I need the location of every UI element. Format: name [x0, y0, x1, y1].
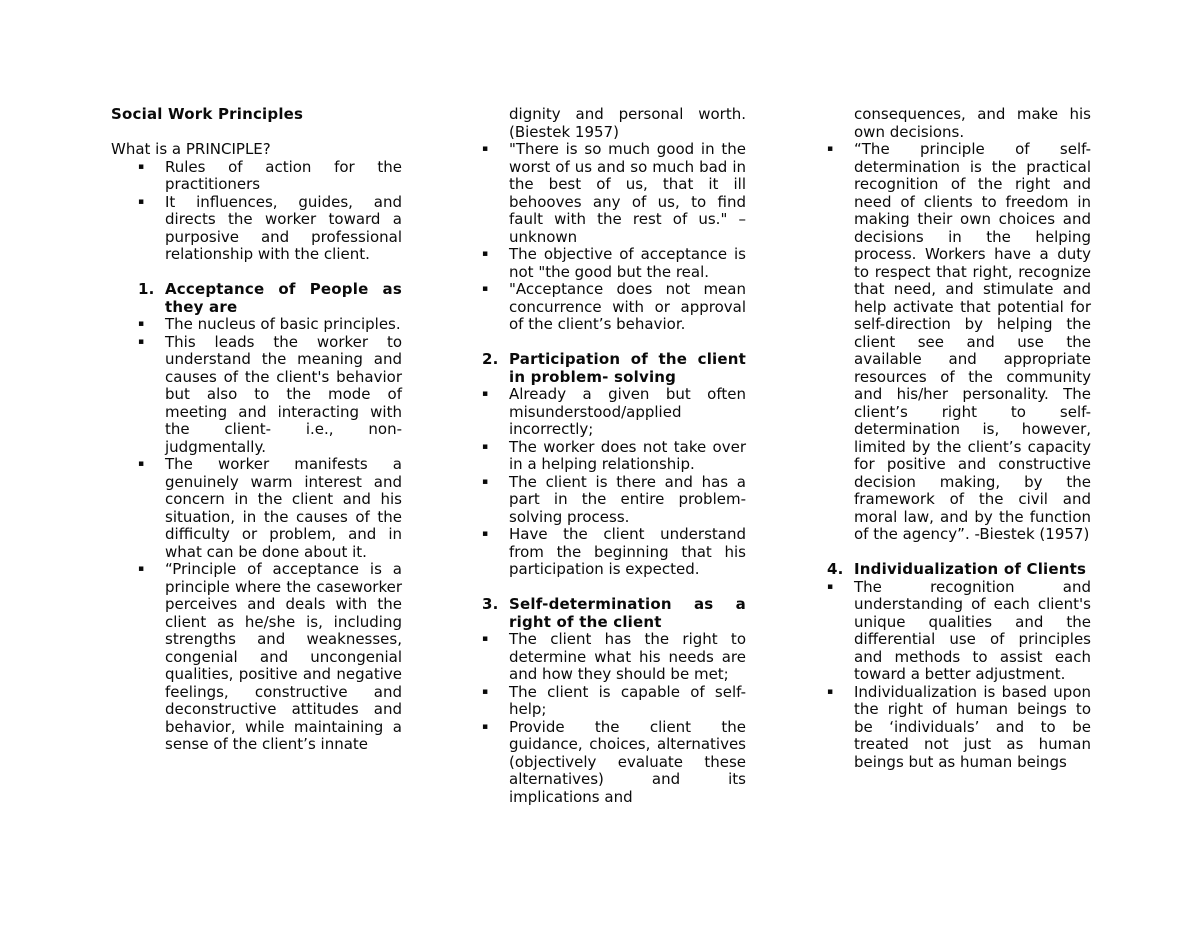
bullet-marker: ▪ [138, 196, 145, 207]
bullet-text: It influences, guides, and directs the worker toward a purposive and professional relationship with the client. [165, 192, 402, 263]
bullet-text: The client is there and has a part in the entire problem-solving process. [509, 472, 746, 526]
bullet-text: The worker does not take over in a helping relationship. [509, 437, 746, 473]
bullet-text: The client is capable of self-help; [509, 682, 746, 718]
bullet-marker: ▪ [482, 476, 489, 487]
bullet-marker: ▪ [482, 441, 489, 452]
bullet-item [455, 684, 746, 719]
bullet-item [111, 334, 402, 457]
bullet-marker: ▪ [482, 389, 489, 399]
heading-number: 2. [482, 350, 499, 368]
heading-text: Acceptance of People as they are [165, 280, 402, 316]
document-title-text: Social Work Principles [111, 105, 304, 123]
bullet-item [800, 141, 1091, 544]
bullet-item [111, 316, 402, 334]
numbered-heading [455, 351, 746, 386]
bullet-text: The recognition and understanding of each client's unique qualities and the differential use of principles and methods to assist each toward a better adjustment. [854, 577, 1091, 683]
bullet-text: "Acceptance does not mean concurrence with or approval of the client’s behavior. [509, 280, 746, 333]
bullet-text: Rules of action for the practitioners [165, 157, 402, 193]
numbered-heading [111, 281, 402, 316]
bullet-item [455, 141, 746, 246]
bullet-item [800, 684, 1091, 772]
intro-question-text: What is a PRINCIPLE? [111, 140, 271, 158]
heading-number: 4. [827, 560, 844, 578]
bullet-item [800, 579, 1091, 684]
bullet-text: The objective of acceptance is not "the good but the real. [509, 245, 746, 281]
heading-text: Participation of the client in problem- solving [509, 350, 746, 386]
bullet-item [111, 194, 402, 264]
bullet-item [455, 439, 746, 474]
bullet-marker: ▪ [827, 581, 834, 592]
bullet-marker: ▪ [827, 686, 834, 697]
bullet-marker: ▪ [482, 284, 489, 294]
bullet-marker: ▪ [138, 319, 145, 329]
bullet-item [455, 719, 746, 807]
numbered-heading [455, 596, 746, 631]
column-1 [111, 106, 402, 754]
bullet-text: “Principle of acceptance is a principle where the caseworker perceives and deals with the client as he/she is, including strengths and weaknesses, congenial and uncongenial qualities, positive and negative feelings, constructive and deconstructive attitudes and behavior, while maintaining a sense of the client’s innate [165, 560, 402, 753]
bullet-marker: ▪ [482, 249, 489, 259]
bullet-marker: ▪ [138, 336, 145, 347]
continuation-text [800, 106, 1091, 141]
intro-question [111, 141, 402, 159]
bullet-marker: ▪ [482, 529, 489, 539]
column-3 [800, 106, 1091, 771]
heading-number: 1. [138, 280, 155, 298]
bullet-marker: ▪ [482, 144, 489, 154]
bullet-text: Have the client understand from the beginning that his participation is expected. [509, 525, 746, 578]
bullet-marker: ▪ [827, 144, 834, 154]
numbered-heading [800, 561, 1091, 579]
continuation-text [455, 106, 746, 141]
bullet-item [455, 386, 746, 439]
bullet-marker: ▪ [482, 721, 489, 732]
bullet-text: Provide the client the guidance, choices, alternatives (objectively evaluate these alternatives) and its implications and [509, 717, 746, 806]
bullet-item [111, 159, 402, 194]
bullet-text: The worker manifests a genuinely warm interest and concern in the client and his situation, in the causes of the difficulty or problem, and in what can be done about it. [165, 455, 402, 561]
heading-text: Self-determination as a right of the client [509, 595, 746, 631]
bullet-text: "There is so much good in the worst of us and so much bad in the best of us, that it ill behooves any of us, to find fault with the rest of us." – unknown [509, 140, 746, 246]
bullet-text: “The principle of self-determination is the practical recognition of the right and need of clients to freedom in making their own choices and decisions in the helping process. Workers have a duty to respect that right, recognize that need, and stimulate and help activate that potential for self-direction by helping the client see and use the available and appropriate resources of the community and his/her personality. The client’s right to self-determination is, however, limited by the client’s capacity for positive and constructive decision making, by the framework of the civil and moral law, and by the function of the agency”. -Biestek (1957) [854, 140, 1091, 543]
bullet-marker: ▪ [482, 634, 489, 644]
bullet-marker: ▪ [138, 459, 145, 469]
bullet-text: This leads the worker to understand the meaning and causes of the client's behavior but also to the mode of meeting and interacting with the client- i.e., non-judgmentally. [165, 332, 402, 456]
bullet-item [455, 526, 746, 579]
bullet-item [455, 281, 746, 334]
heading-text: Individualization of Clients [854, 560, 1087, 578]
bullet-marker: ▪ [138, 161, 145, 172]
heading-number: 3. [482, 595, 499, 613]
bullet-text: Individualization is based upon the right of human beings to be ‘individuals’ and to be treated not just as human beings but as human beings [854, 682, 1091, 771]
bullet-text: The nucleus of basic principles. [165, 315, 401, 333]
bullet-item [455, 474, 746, 527]
column-2 [455, 106, 746, 806]
bullet-item [455, 246, 746, 281]
bullet-marker: ▪ [138, 564, 145, 574]
bullet-marker: ▪ [482, 686, 489, 697]
bullet-item [111, 456, 402, 561]
continuation-text-content: consequences, and make his own decisions. [854, 105, 1091, 141]
bullet-text: Already a given but often misunderstood/applied incorrectly; [509, 385, 746, 438]
bullet-item [455, 631, 746, 684]
continuation-text-content: dignity and personal worth. (Biestek 1957) [509, 105, 746, 141]
bullet-item [111, 561, 402, 754]
bullet-text: The client has the right to determine what his needs are and how they should be met; [509, 630, 746, 683]
document-title [111, 106, 402, 124]
